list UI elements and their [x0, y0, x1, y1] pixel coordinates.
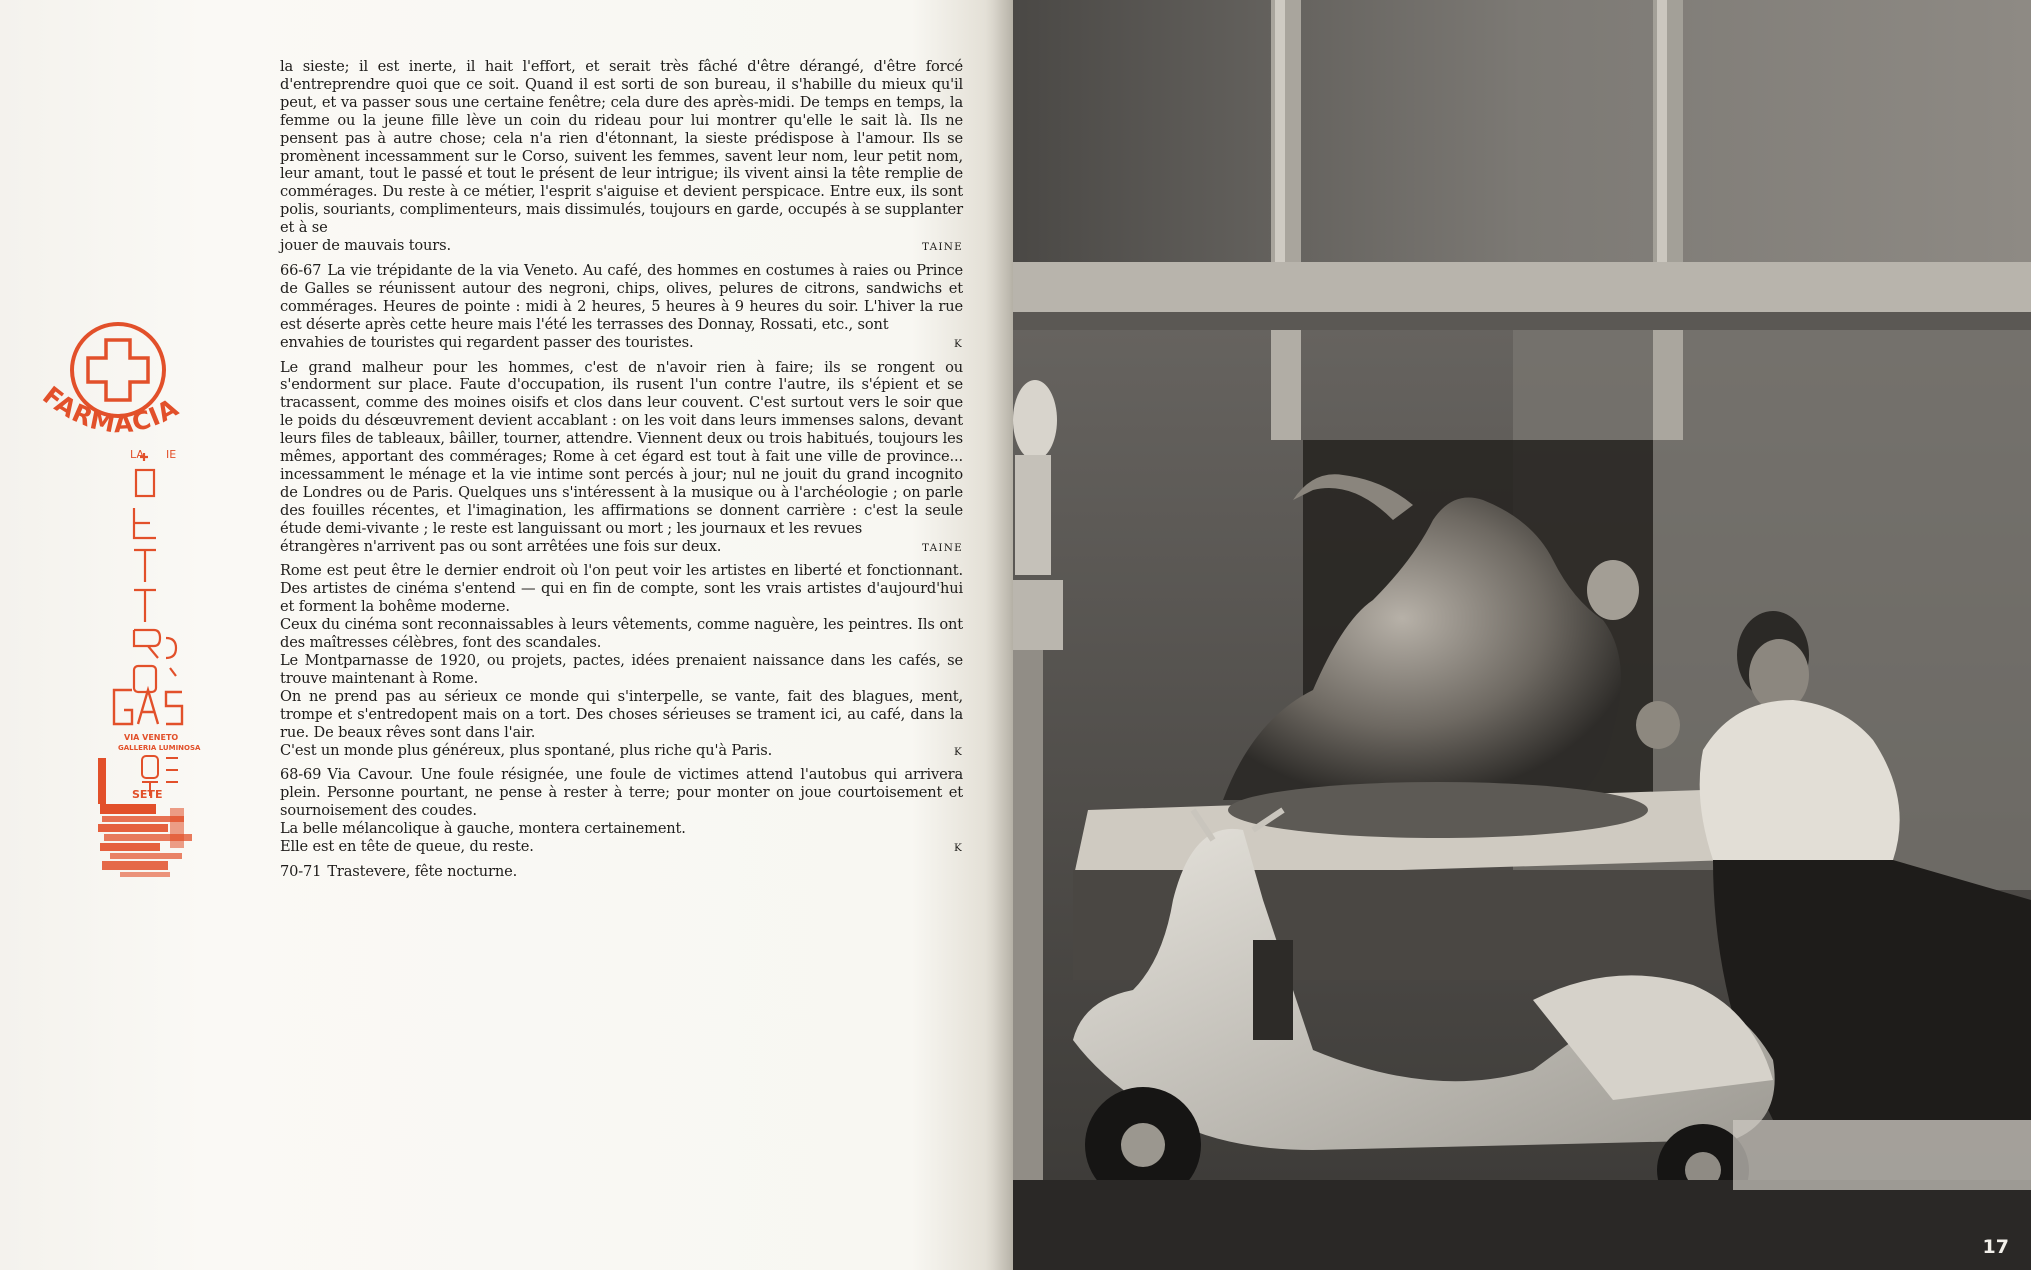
attribution: TAINE — [921, 241, 963, 254]
paragraph-last-line: C'est un monde plus généreux, plus spontané, plus riche qu'à Paris. — [280, 741, 773, 759]
gas-letters-icon — [114, 690, 182, 724]
text-column — [280, 58, 963, 886]
paragraph-line: Via Cavour. Une foule résignée, une foule de victimes attend l'autobus qui arrivera plein. Personne pourtant, ne pense à rester à terre; pour monter on joue courtoisement et sournoisement des coudes. — [280, 766, 963, 820]
page-number: 17 — [1982, 1236, 2009, 1258]
sign-small-text-line2: GALLERIA LUMINOSA — [118, 744, 201, 752]
attribution: K — [953, 337, 963, 350]
sign-small-text-line1: VIA VENETO — [124, 733, 179, 742]
paragraph-last-line: jouer de mauvais tours. — [280, 237, 451, 255]
sign-small-text-sete: SETE — [132, 788, 163, 801]
paragraph-line: On ne prend pas au sérieux ce monde qui s'interpelle, se vante, fait des blagues, ment, trompe et s'entredopent mais on a tort. Des choses sérieuses se trament ici, au café, dans la rue. De beaux rêves sont dans l'air. — [280, 687, 963, 741]
neon-letters-icon — [134, 453, 176, 692]
paragraph-66-67 — [280, 262, 963, 354]
sign-small-text-ie: IE — [166, 448, 177, 461]
sign-distressed-block — [98, 758, 192, 877]
paragraph-body-wrap — [280, 863, 963, 881]
paragraph-taine-2 — [280, 359, 963, 558]
paragraph-body-wrap — [280, 766, 963, 820]
paragraph-68-69 — [280, 766, 963, 858]
paragraph-body: la sieste; il est inerte, il hait l'effort, et serait très fâché d'être dérangé, d'être forcé d'entreprendre quoi que ce soit. Quand il est sorti de son bureau, il s'habille du mieux qu'il peut, et va passer sous une certaine fenêtre; cela dure des après-midi. De temps en temps, la femme ou la jeune fille lève un coin du rideau pour lui montrer qu'elle le sait là. Ils ne pensent pas à autre chose; cela n'a rien d'étonnant, la sieste prédispose à l'amour. Ils se promènent incessamment sur le Corso, suivent les femmes, savent leur nom, leur petit nom, leur amant, tout le passé et tout le présent de leur intrigue; ils vivent ainsi la tête remplie de commérages. Du reste à ce métier, l'esprit s'aiguise et devient perspicace. Entre eux, ils sont polis, souriants, complimenteurs, mais dissimulés, toujours en garde, occupés à se supplanter et à se — [280, 58, 963, 237]
farmacia-sign-svg — [30, 318, 230, 878]
attribution: TAINE — [921, 541, 963, 554]
farmacia-sign-illustration — [30, 318, 230, 878]
paragraph-artists — [280, 562, 963, 761]
plate-number: 68-69 — [280, 766, 322, 784]
plate-number: 66-67 — [280, 261, 322, 279]
paragraph-body: La vie trépidante de la via Veneto. Au café, des hommes en costumes à raies ou Prince de Galles se réunissent autour des negroni, chips, olives, pelures de citrons, sandwichs et commérages. Heures de pointe : midi à 2 heures, 5 heures à 9 heures du soir. L'hiver la rue est déserte après cette heure mais l'été les terrasses des Donnay, Rossati, etc., sont — [280, 261, 963, 333]
paragraph-line: La belle mélancolique à gauche, montera certainement. — [280, 820, 686, 838]
plate-number: 70-71 — [280, 862, 322, 880]
right-page — [1013, 0, 2031, 1270]
sign-farmacia-text: FARMACIA — [37, 380, 184, 439]
paragraph-line: Le Montparnasse de 1920, ou projets, pactes, idées prenaient naissance dans les cafés, se trouve maintenant à Rome. — [280, 652, 963, 687]
paragraph-taine-1 — [280, 58, 963, 257]
paragraph-last-line: Elle est en tête de queue, du reste. — [280, 838, 534, 856]
paragraph-line: Ceux du cinéma sont reconnaissables à leurs vêtements, comme naguère, les peintres. Ils ont des maîtresses célèbres, font des scandales. — [280, 616, 963, 652]
paragraph-70-71 — [280, 863, 963, 881]
attribution: K — [953, 842, 963, 855]
attribution: K — [953, 745, 963, 758]
left-page — [0, 0, 1013, 1270]
sign-small-text-la: LA — [130, 448, 144, 461]
paragraph-body-wrap — [280, 262, 963, 334]
paragraph-line: Rome est peut être le dernier endroit où l'on peut voir les artistes en liberté et fonctionnant. Des artistes de cinéma s'entend — qui en fin de compte, sont les vrais artistes d'aujourd'hui et forment la bohême moderne. — [280, 562, 963, 616]
paragraph-body: Le grand malheur pour les hommes, c'est de n'avoir rien à faire; ils se rongent ou s'endorment sur place. Faute d'occupation, ils rusent l'un contre l'autre, ils s'épient et se tracassent, comme des moines oisifs et clos dans leur couvent. C'est surtout vers le soir que le poids du désœuvrement devient accablant : on les voit dans leurs immenses salons, devant leurs files de tableaux, bâiller, tourner, attendre. Viennent deux ou trois habitués, toujours les mêmes, apportant des commérages; Rome à cet égard est tout à fait une ville de province... incessamment le ménage et la vie intime sont percés à jour; nul ne jouit du grand incognito de Londres ou de Paris. Quelques uns s'intéressent à la musique ou à l'archéologie ; on parle des fouilles récentes, et l'imagination, les affirmations se donnent carrière : c'est la seule étude demi-vivante ; le reste est languissant ou mort ; les journaux et les revues — [280, 358, 963, 537]
paragraph-last-line: Trastevere, fête nocturne. — [327, 862, 518, 880]
paragraph-last-line: envahies de touristes qui regardent passer des touristes. — [280, 333, 694, 351]
paragraph-last-line: étrangères n'arrivent pas ou sont arrêtées une fois sur deux. — [280, 537, 722, 555]
photograph-svg — [1013, 0, 2031, 1270]
photograph-statue-and-scooter — [1013, 0, 2031, 1270]
